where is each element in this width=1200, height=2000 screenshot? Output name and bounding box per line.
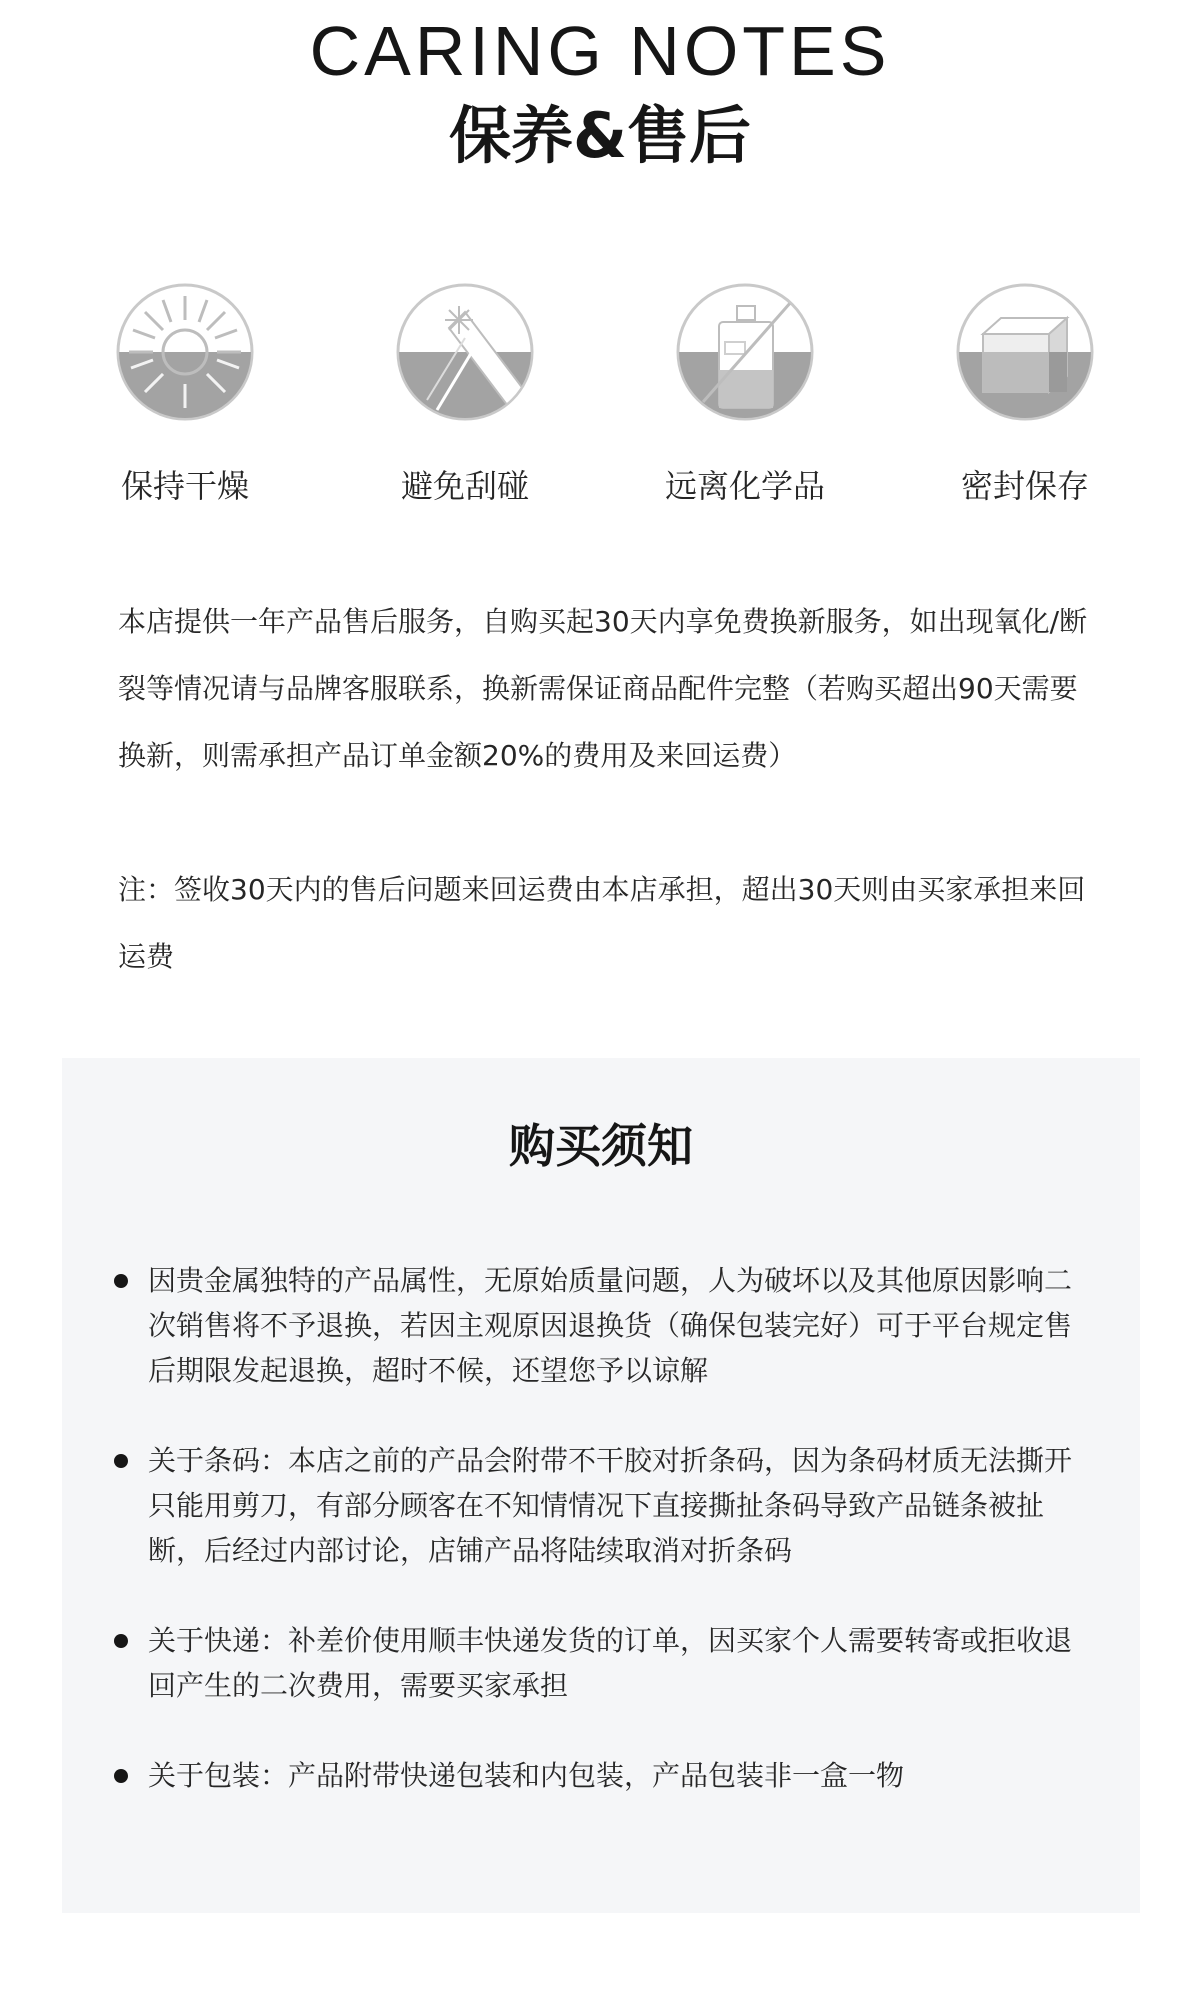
notice-item-text: 关于条码：本店之前的产品会附带不干胶对折条码，因为条码材质无法撕开只能用剪刀，有部分顾客在不知情情况下直接撕扯条码导致产品链条被扯断，后经过内部讨论，店铺产品将陆续取消对折条码 (148, 1444, 1073, 1567)
care-label-no-scratch: 避免刮碰 (400, 467, 529, 505)
care-item-dry (65, 282, 305, 506)
care-icons-row (0, 282, 1200, 522)
care-label-no-chemical: 远离化学品 (664, 467, 825, 505)
chemical-bottle-icon (675, 282, 815, 422)
care-label-dry: 保持干燥 (120, 467, 249, 505)
care-item-sealed (905, 282, 1145, 506)
list-item (114, 1438, 1094, 1573)
notice-item-text: 关于快递：补差价使用顺丰快递发货的订单，因买家个人需要转寄或拒收退回产生的二次费用，需要买家承担 (148, 1624, 1073, 1702)
list-item (114, 1618, 1094, 1708)
list-item (114, 1258, 1094, 1393)
service-paragraph: 本店提供一年产品售后服务，自购买起30天内享免费换新服务，如出现氧化/断裂等情况请与品牌客服联系，换新需保证商品配件完整（若购买超出90天需要换新，则需承担产品订单金额20%的费用及来回运费） (118, 605, 1088, 772)
notice-item-text: 因贵金属独特的产品属性，无原始质量问题，人为破坏以及其他原因影响二次销售将不予退换，若因主观原因退换货（确保包装完好）可于平台规定售后期限发起退换，超时不候，还望您予以谅解 (148, 1264, 1073, 1387)
care-item-no-chemical (625, 282, 865, 506)
sealed-box-icon (955, 282, 1095, 422)
service-note: 注：签收30天内的售后问题来回运费由本店承担，超出30天则由买家承担来回运费 (118, 873, 1086, 973)
notice-item-text: 关于包装：产品附带快递包装和内包装，产品包装非一盒一物 (148, 1759, 905, 1792)
bullet-icon (114, 1454, 128, 1468)
page-title-cn: 保养&售后 (448, 99, 752, 172)
care-item-no-scratch (345, 282, 585, 506)
after-sales-service (118, 588, 1098, 990)
bullet-icon (114, 1769, 128, 1783)
purchase-notice-panel (62, 1058, 1140, 1913)
bullet-icon (114, 1274, 128, 1288)
list-item (114, 1753, 1094, 1798)
page-title-en: CARING NOTES (309, 12, 891, 90)
care-label-sealed: 密封保存 (960, 467, 1089, 505)
scratch-icon (395, 282, 535, 422)
bullet-icon (114, 1634, 128, 1648)
notice-title: 购买须知 (509, 1119, 693, 1173)
notice-list (114, 1258, 1094, 1843)
sun-icon (115, 282, 255, 422)
